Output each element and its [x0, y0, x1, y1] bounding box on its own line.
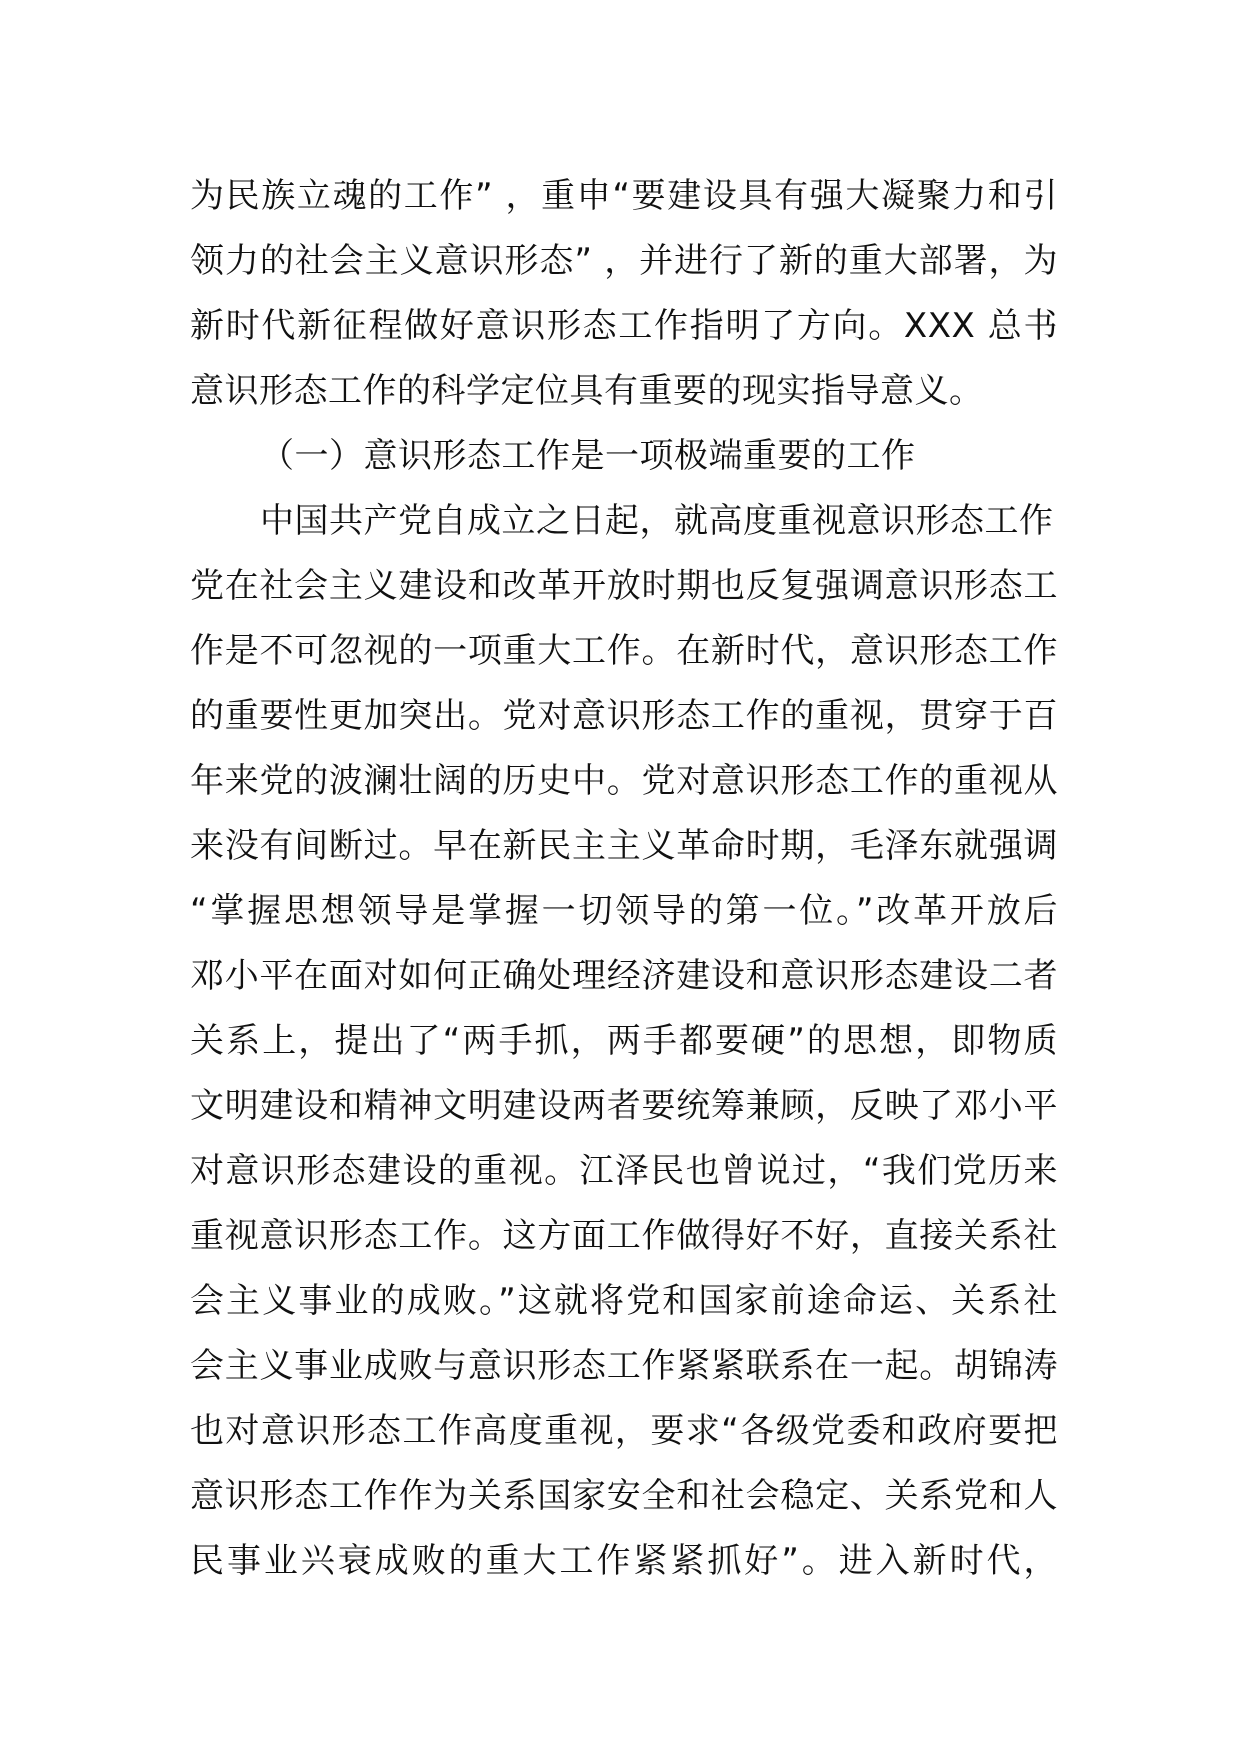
text-line: 意识形态工作作为关系国家安全和社会稳定、关系党和人 — [190, 1476, 1058, 1516]
text-line: 意识形态工作的科学定位具有重要的现实指导意义。 — [190, 371, 984, 411]
body-text — [190, 164, 1058, 1594]
text-line: “掌握思想领导是掌握一切领导的第一位。”改革开放后 — [190, 891, 1058, 931]
text-line: 来没有间断过。早在新民主主义革命时期，毛泽东就强调 — [190, 826, 1058, 866]
text-line: 领力的社会主义意识形态” ，并进行了新的重大部署，为 — [190, 241, 1058, 281]
text-line: 党在社会主义建设和改革开放时期也反复强调意识形态工 — [190, 566, 1058, 606]
text-line: 的重要性更加突出。党对意识形态工作的重视，贯穿于百 — [190, 696, 1058, 736]
text-line: 也对意识形态工作高度重视，要求“各级党委和政府要把 — [190, 1411, 1058, 1451]
text-line: 作是不可忽视的一项重大工作。在新时代，意识形态工作 — [190, 631, 1058, 671]
text-line: 关系上，提出了“两手抓，两手都要硬”的思想，即物质 — [190, 1021, 1058, 1061]
text-line: 会主义事业成败与意识形态工作紧紧联系在一起。胡锦涛 — [190, 1346, 1058, 1386]
text-line: 邓小平在面对如何正确处理经济建设和意识形态建设二者 — [190, 956, 1058, 996]
text-line: 中国共产党自成立之日起，就高度重视意识形态工作 — [260, 501, 1054, 541]
text-line: 年来党的波澜壮阔的历史中。党对意识形态工作的重视从 — [190, 761, 1058, 801]
text-line: 对意识形态建设的重视。江泽民也曾说过，“我们党历来 — [190, 1151, 1058, 1191]
text-line: 新时代新征程做好意识形态工作指明了方向。XXX 总书 — [190, 306, 1058, 346]
text-line: 为民族立魂的工作” ，重申“要建设具有强大凝聚力和引 — [190, 176, 1058, 216]
text-line: 会主义事业的成败。”这就将党和国家前途命运、关系社 — [190, 1281, 1058, 1321]
text-line: 文明建设和精神文明建设两者要统筹兼顾，反映了邓小平 — [190, 1086, 1058, 1126]
section-heading: （一）意识形态工作是一项极端重要的工作 — [260, 436, 916, 476]
text-line: 民事业兴衰成败的重大工作紧紧抓好”。进入新时代， — [190, 1541, 1058, 1581]
text-line: 重视意识形态工作。这方面工作做得好不好，直接关系社 — [190, 1216, 1058, 1256]
